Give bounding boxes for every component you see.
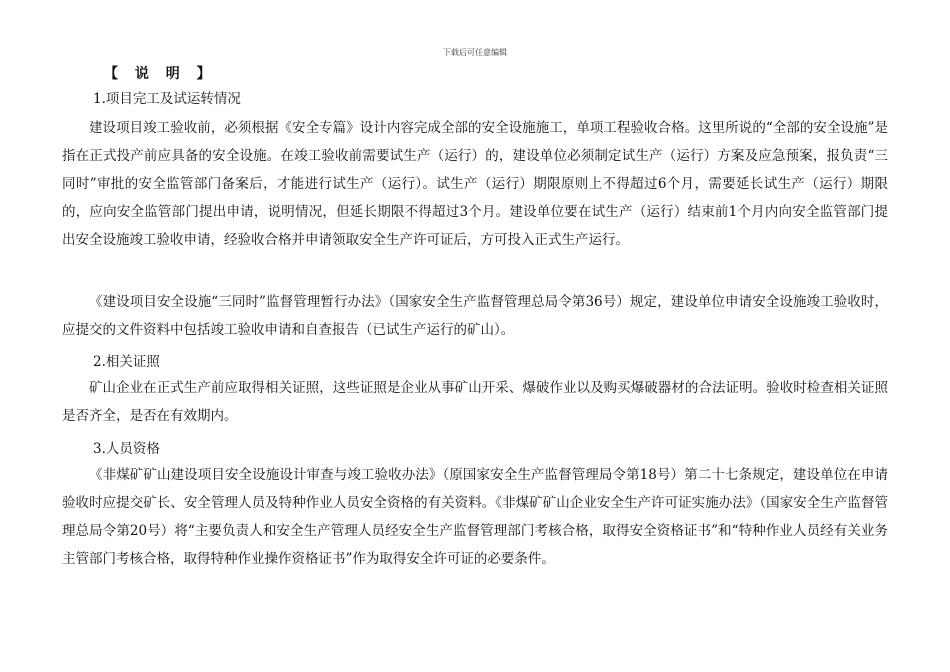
paragraph-completion-2: 《建设项目安全设施“三同时”监督管理暂行办法》（国家安全生产监督管理总局令第36号）规定，建设单位申请安全设施竣工验收时，应提交的文件资料中包括竣工验收申请和自查报告（已试生产运行的矿山）。 [62,294,888,338]
section-heading-personnel: 3.人员资格 [93,441,160,457]
paragraph-certificates: 矿山企业在正式生产前应取得相关证照，这些证照是企业从事矿山开采、爆破作业以及购买爆破器材的合法证明。验收时检查相关证照是否齐全，是否在有效期内。 [62,380,888,424]
section-heading-completion: 1.项目完工及试运转情况 [93,91,241,107]
header-note: 下载后可任意编辑 [443,48,507,57]
paragraph-personnel: 《非煤矿矿山建设项目安全设施设计审查与竣工验收办法》（原国家安全生产监督管理局令第18号）第二十七条规定，建设单位在申请验收时应提交矿长、安全管理人员及特种作业人员安全资格的有关资料。《非煤矿矿山企业安全生产许可证实施办法》（国家安全生产监督管理总局令第20号）将“主要负责人和安全生产管理人员经安全生产监督管理部门考核合格，取得安全资格证书”和“特种作业人员经有关业务主管部门考核合格，取得特种作业操作资格证书”作为取得安全许可证的必要条件。 [62,467,888,567]
section-heading-certificates: 2.相关证照 [93,354,160,370]
document-title: 【 说 明 】 [104,66,217,82]
paragraph-completion-1: 建设项目竣工验收前，必须根据《安全专篇》设计内容完成全部的安全设施施工，单项工程验收合格。这里所说的“全部的安全设施”是指在正式投产前应具备的安全设施。在竣工验收前需要试生产（运行）的，建设单位必须制定试生产（运行）方案及应急预案，报负责“三同时”审批的安全监管部门备案后，才能进行试生产（运行）。试生产（运行）期限原则上不得超过6个月，需要延长试生产（运行）期限的，应向安全监管部门提出申请，说明情况，但延长期限不得超过3个月。建设单位要在试生产（运行）结束前1个月内向安全监管部门提出安全设施竣工验收申请，经验收合格并申请领取安全生产许可证后，方可投入正式生产运行。 [62,120,888,248]
